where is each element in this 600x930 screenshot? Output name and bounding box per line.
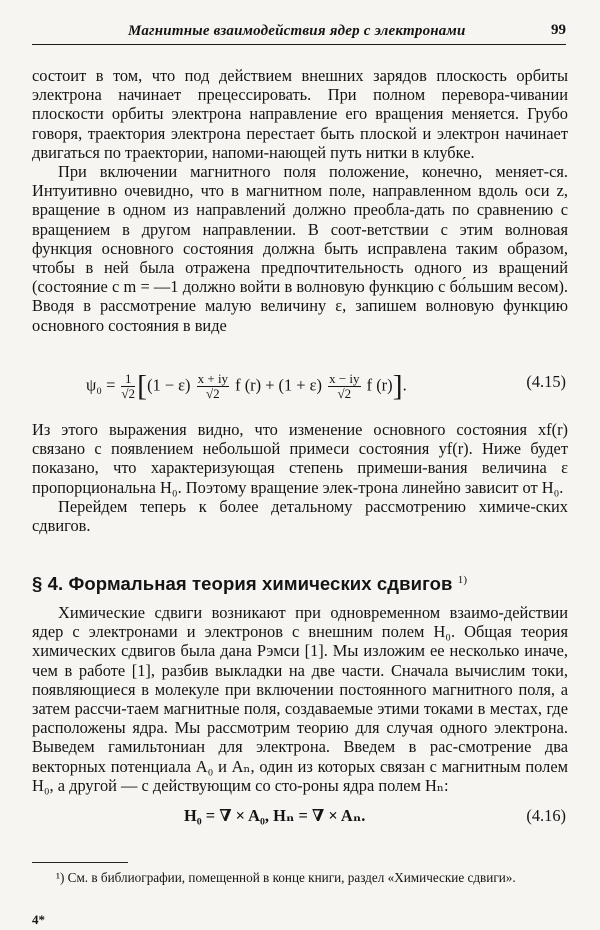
equation-4-15-formula: ψ₀ = $\frac{1}{√2}$ [(1 − ε) $\frac{x + iy}{√2}$ f (r) + (1 + ε) $\frac{x - iy}{√2}$ f (r)].	[86, 369, 407, 403]
text-block-mid	[32, 420, 568, 535]
equation-4-15	[32, 366, 568, 403]
equation-number: (4.16)	[526, 806, 566, 825]
paragraph-magnetic-field: При включении магнитного поля положение, конечно, меняет-ся. Интуитивно очевидно, что в магнитном поле, направленном вдоль оси z, вращение в одном из направлений должно преобла-дать по сравнению с вращением в другом направлении. В соот-ветствии с этим волновая функция основного состояния должна быть исправлена таким образом, чтобы в ней была отражена предпочтительность одного из вращений (состояние с m = —1 должно войти в волновую функцию с бо́льшим весом). Вводя в рассмотрение малую величину ε, запишем волновую функцию основного состояния в виде	[32, 162, 568, 335]
paragraph-continuation: состоит в том, что под действием внешних зарядов плоскость орбиты электрона начинает прецессировать. При полном перевора-чивании плоскости орбиты электрона направление его вращения меняется. Грубо говоря, траектория электрона перестает быть плоской и электрон начинает двигаться по траектории, напоми-нающей путь нитки в клубке.	[32, 66, 568, 162]
footnote-mark: 1)	[457, 573, 468, 586]
eq-lhs: ψ₀ =	[86, 375, 120, 395]
printer-signature: 4*	[32, 912, 45, 927]
text-block-bottom	[32, 603, 568, 795]
eq-prefactor: $\frac{1}{√2}$	[121, 371, 136, 401]
section-heading: § 4. Формальная теория химических сдвигов $^{1)}$	[32, 573, 468, 594]
paragraph-expression: Из этого выражения видно, что изменение основного состояния xf(r) связано с появлением небольшой примеси состояния yf(r). Ниже будет показано, что характеризующая степень примеши-вания величина ε пропорциональна H₀. Поэтому вращение элек-трона линейно зависит от H₀.	[32, 420, 568, 497]
footnote-rule	[32, 862, 128, 863]
equation-number: (4.15)	[526, 372, 566, 391]
eq-term2-fraction: $\frac{x - iy}{√2}$	[329, 371, 360, 401]
text-block-top	[32, 66, 568, 335]
paragraph-transition: Перейдем теперь к более детальному рассмотрению химиче-ских сдвигов.	[32, 496, 568, 536]
running-title: Магнитные взаимодействия ядер с электронами	[128, 23, 466, 39]
footnote: ¹) См. в библиографии, помещенной в конце книги, раздел «Химические сдвиги».	[56, 870, 516, 885]
eq-term1-fraction: $\frac{x + iy}{√2}$	[197, 371, 229, 401]
running-head	[32, 22, 566, 45]
equation-4-16-formula: H₀ = ∇ × A₀, Hₙ = ∇ × Aₙ.	[184, 806, 366, 825]
paragraph-chemical-shifts: Химические сдвиги возникают при одновременном взаимо-действии ядер с электронами и электронов с внешним полем H₀. Общая теория химических сдвигов была дана Рэмси [1]. Мы изложим ее несколько иначе, чем в работе [1], разбив выкладки на две части. Сначала вычислим токи, появляющиеся в молекуле при включении постоянного магнитного поля, а затем рассчи-таем магнитные поля, создаваемые этими токами в местах, где расположены ядра. Мы рассмотрим теорию для случая одного электрона. Выведем гамильтониан для электрона. Введем в рас-смотрение два векторных потенциала A₀ и Aₙ, один из которых связан с магнитным полем H₀, а другой — с действующим со сто-роны ядра полем Hₙ:	[32, 603, 568, 795]
page-number: 99	[551, 22, 566, 38]
equation-4-16	[32, 800, 568, 834]
